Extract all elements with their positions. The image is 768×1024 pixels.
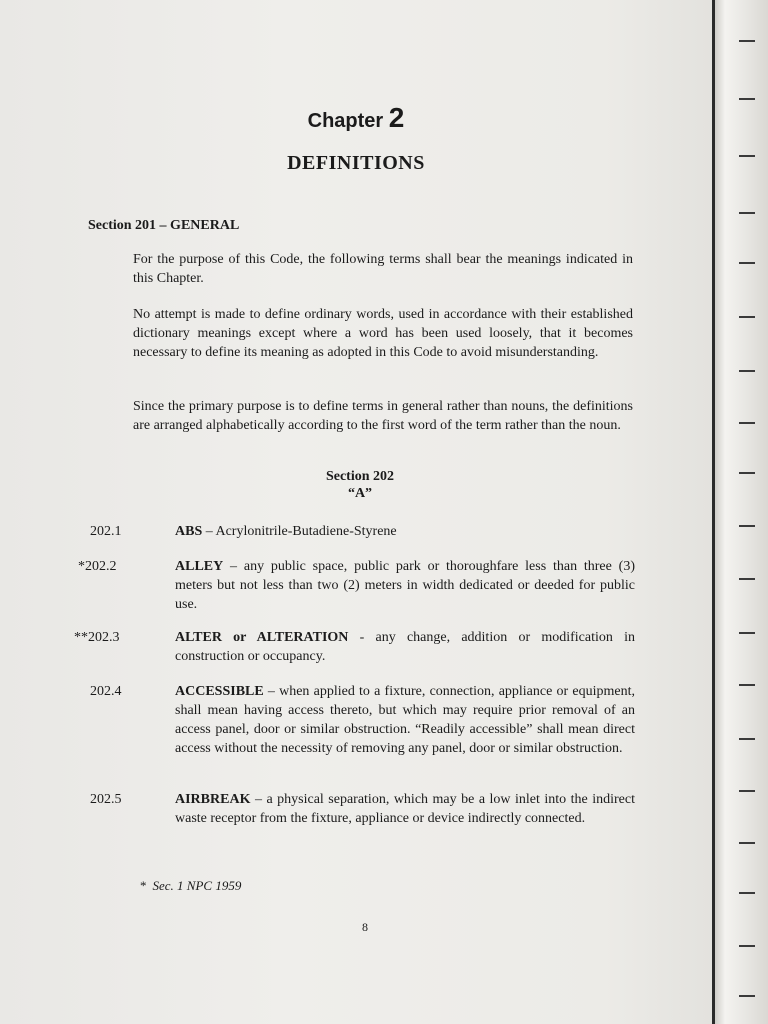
- binder-tab: [739, 632, 755, 634]
- section-202-heading: [0, 468, 720, 502]
- entry-number: 202.4: [90, 684, 122, 699]
- entry-term: ABS: [175, 524, 203, 539]
- footnote: [140, 878, 241, 894]
- intro-paragraph-3: Since the primary purpose is to define terms in general rather than nouns, the definitions are arranged alphabetically according to the first word of the term rather than the noun.: [133, 399, 633, 433]
- binder-tab: [739, 578, 755, 580]
- binder-tab: [739, 684, 755, 686]
- section-202-title: Section 202: [325, 469, 395, 484]
- binder-tab: [739, 155, 755, 157]
- entry-term: AIRBREAK: [175, 792, 251, 807]
- section-201-heading: Section 201 – GENERAL: [88, 218, 240, 233]
- binder-tab: [739, 892, 755, 894]
- entry-number: 202.5: [90, 792, 122, 807]
- footnote-text: Sec. 1 NPC 1959: [152, 878, 242, 893]
- binder-tab: [739, 842, 755, 844]
- definition-entry: [175, 790, 635, 828]
- binder-tab: [739, 316, 755, 318]
- entry-definition: – when applied to a fixture, connection, appliance or equipment, shall mean having access thereto, but which may require prior removal of an access panel, door or similar obstruction. “Readily accessible” shall mean direct access without the necessity of removing any panel, door or similar obstruction.: [175, 684, 635, 756]
- page-title: DEFINITIONS: [287, 152, 425, 174]
- entry-number: *202.2: [78, 559, 117, 574]
- binder-tab: [739, 40, 755, 42]
- definition-entry: [175, 682, 635, 758]
- intro-paragraph-1: For the purpose of this Code, the following terms shall bear the meanings indicated in this Chapter.: [133, 252, 633, 286]
- entry-definition: – any public space, public park or thoroughfare less than three (3) meters but not less than two (2) meters in width dedicated or deeded for public use.: [175, 559, 635, 612]
- entry-definition: - any change, addition or modification in construction or occupancy.: [175, 630, 635, 664]
- section-202-letter: “A”: [347, 486, 373, 501]
- entry-definition: – Acrylonitrile-Butadiene-Styrene: [202, 524, 397, 539]
- chapter-title: [0, 102, 712, 134]
- binder-tab: [739, 98, 755, 100]
- binder-tab: [739, 945, 755, 947]
- definition-entry: [175, 522, 635, 541]
- intro-paragraph-2: No attempt is made to define ordinary words, used in accordance with their established dictionary meanings except where a word has been used loosely, that it becomes necessary to define its meaning as adopted in this Code to avoid misunderstanding.: [133, 307, 633, 360]
- binder-tab: [739, 790, 755, 792]
- chapter-number: 2: [388, 102, 405, 133]
- entry-term: ACCESSIBLE: [175, 684, 264, 699]
- footnote-marker: *: [140, 878, 147, 893]
- binder-tab: [739, 422, 755, 424]
- entry-term: ALLEY: [175, 559, 224, 574]
- binder-tab: [739, 212, 755, 214]
- definition-entry: [175, 557, 635, 614]
- chapter-label: Chapter: [307, 110, 384, 132]
- binder-tab: [739, 262, 755, 264]
- binder-tab: [739, 995, 755, 997]
- definition-entry: [175, 628, 635, 666]
- binder-tab: [739, 525, 755, 527]
- entry-number: **202.3: [74, 630, 120, 645]
- binder-tab: [739, 370, 755, 372]
- entry-definition: – a physical separation, which may be a low inlet into the indirect waste receptor from the fixture, appliance or device indirectly connected.: [175, 792, 635, 826]
- binder-edge: [712, 0, 768, 1024]
- entry-number: 202.1: [90, 524, 122, 539]
- binder-tab: [739, 738, 755, 740]
- entry-term: ALTER or ALTERATION: [175, 630, 349, 645]
- binder-tab: [739, 472, 755, 474]
- page-number: 8: [362, 920, 368, 934]
